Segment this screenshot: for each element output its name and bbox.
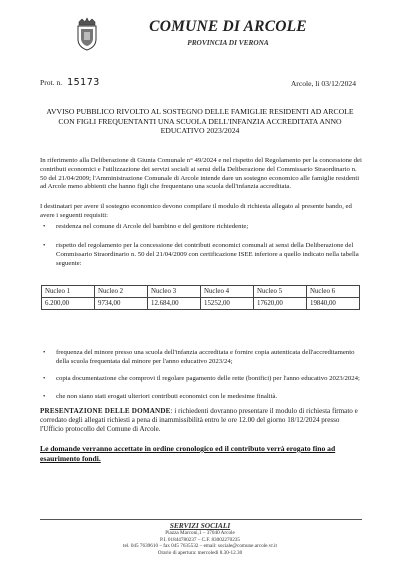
table-cell: 19840,00 [307, 298, 360, 310]
table-cell: 15252,00 [201, 298, 254, 310]
bullet-icon: • [43, 375, 46, 382]
office-address: Piazza Marconi,1 – 37040 Arcole [165, 530, 235, 536]
protocol-line [40, 77, 100, 88]
notice-subject: AVVISO PUBBLICO RIVOLTO AL SOSTEGNO DELLE FAMIGLIE RESIDENTI AD ARCOLE CON FIGLI FREQUENTANTI UNA SCUOLA DELL'INFANZIA ACCREDITATA ANNO EDUCATIVO 2023/2024 [46, 107, 354, 136]
municipality-title: COMUNE DI ARCOLE [149, 18, 307, 35]
intro-paragraph: In riferimento alla Deliberazione di Giunta Comunale n° 49/2024 e nel rispetto del Regolamento per la concessione dei contributi economici e l'utilizzazione dei servizi sociali ai sensi della Deliberazione del Commissario Straordinario n. 50 del 21/04/2009; l'Amministrazione Comunale di Arcole intende dare un sostegno economico alle famiglie residenti ad Arcole meno abbienti che hanno figli che frequentano una scuola dell'infanzia accreditata. [40, 157, 362, 191]
table-cell: 9734,00 [95, 298, 148, 310]
footer-divider [40, 519, 362, 520]
table-cell: 6.200,00 [42, 298, 95, 310]
table-header-row [42, 286, 360, 298]
protocol-number: 15173 [67, 77, 100, 88]
requirement-item [43, 242, 363, 268]
office-name: SERVIZI SOCIALI [169, 521, 231, 530]
requirement-item [43, 223, 363, 232]
recipients-paragraph: I destinatari per avere il sostegno economico devono compilare il modulo di richiesta allegato al presente bando, ed avere i seguenti requisiti: [40, 203, 352, 219]
requirement-text: frequenza del minore presso una scuola dell'infanzia accreditata e fornire copia autenticata dell'accreditamento della scuola frequentata dal minore per l'anno educativo 2023/24; [56, 349, 355, 365]
table-cell: 17620,00 [254, 298, 307, 310]
table-header-cell: Nucleo 3 [148, 286, 201, 298]
bullet-icon: • [43, 223, 46, 230]
requirement-item [43, 393, 363, 402]
requirement-text: copia documentazione che comprovi il regolare pagamento delle rette (bonifici) per l'anno educativo 2023/2024; [56, 375, 360, 382]
province-subtitle: PROVINCIA DI VERONA [187, 38, 269, 47]
table-row [42, 298, 360, 310]
table-header-cell: Nucleo 6 [307, 286, 360, 298]
requirement-item [43, 349, 363, 367]
presentation-paragraph [40, 407, 363, 435]
table-header-cell: Nucleo 5 [254, 286, 307, 298]
table-header-cell: Nucleo 2 [95, 286, 148, 298]
closing-note: Le domande verranno accettate in ordine cronologico ed il contributo verrà erogato fino ad esaurimento fondi. [40, 444, 336, 463]
isee-threshold-table [41, 285, 360, 310]
requirement-text: rispetto del regolamento per la concessione dei contributi economici comunali ai sensi della Deliberazione del Commissario Straordinario n. 50 del 21/04/2009 con certificazione ISEE inferiore a quello indicato nella tabella seguente: [56, 242, 359, 267]
presentation-heading: PRESENTAZIONE DELLE DOMANDE [40, 407, 171, 415]
footer [100, 521, 300, 556]
date-line: Arcole, li 03/12/2024 [290, 79, 356, 88]
table-header-cell: Nucleo 4 [201, 286, 254, 298]
table-cell: 12.684,00 [148, 298, 201, 310]
office-hours: Orario di apertura: mercoledì 8.30-12.30 [157, 549, 243, 556]
protocol-label: Prot. n. [40, 78, 63, 87]
office-contacts: tel. 045 7639610 – fax 045 7635532 – email: sociale@comune.arcole.vr.it [123, 543, 277, 549]
requirement-item [43, 375, 363, 384]
bullet-icon: • [43, 393, 46, 400]
presentation-text: : i richiedenti dovranno presentare il modulo di richiesta firmato e corredato degli allegati richiesti a pena di inammissibilità entro le ore 12.00 del giorno 18/12/2024 presso l'Ufficio protocollo del Comune di Arcole. [40, 407, 358, 434]
table-header-cell: Nucleo 1 [42, 286, 95, 298]
municipal-crest-icon [75, 17, 99, 51]
bullet-icon: • [43, 349, 46, 356]
requirement-text: che non siano stati erogati ulteriori contributi economici con le medesime finalità. [56, 393, 278, 400]
requirement-text: residenza nel comune di Arcole del bambino e del genitore richiedente; [56, 223, 249, 230]
bullet-icon: • [43, 242, 46, 249]
office-tax-ids: P.I. 01844780237 – C.F. 83002270235 [160, 536, 240, 543]
